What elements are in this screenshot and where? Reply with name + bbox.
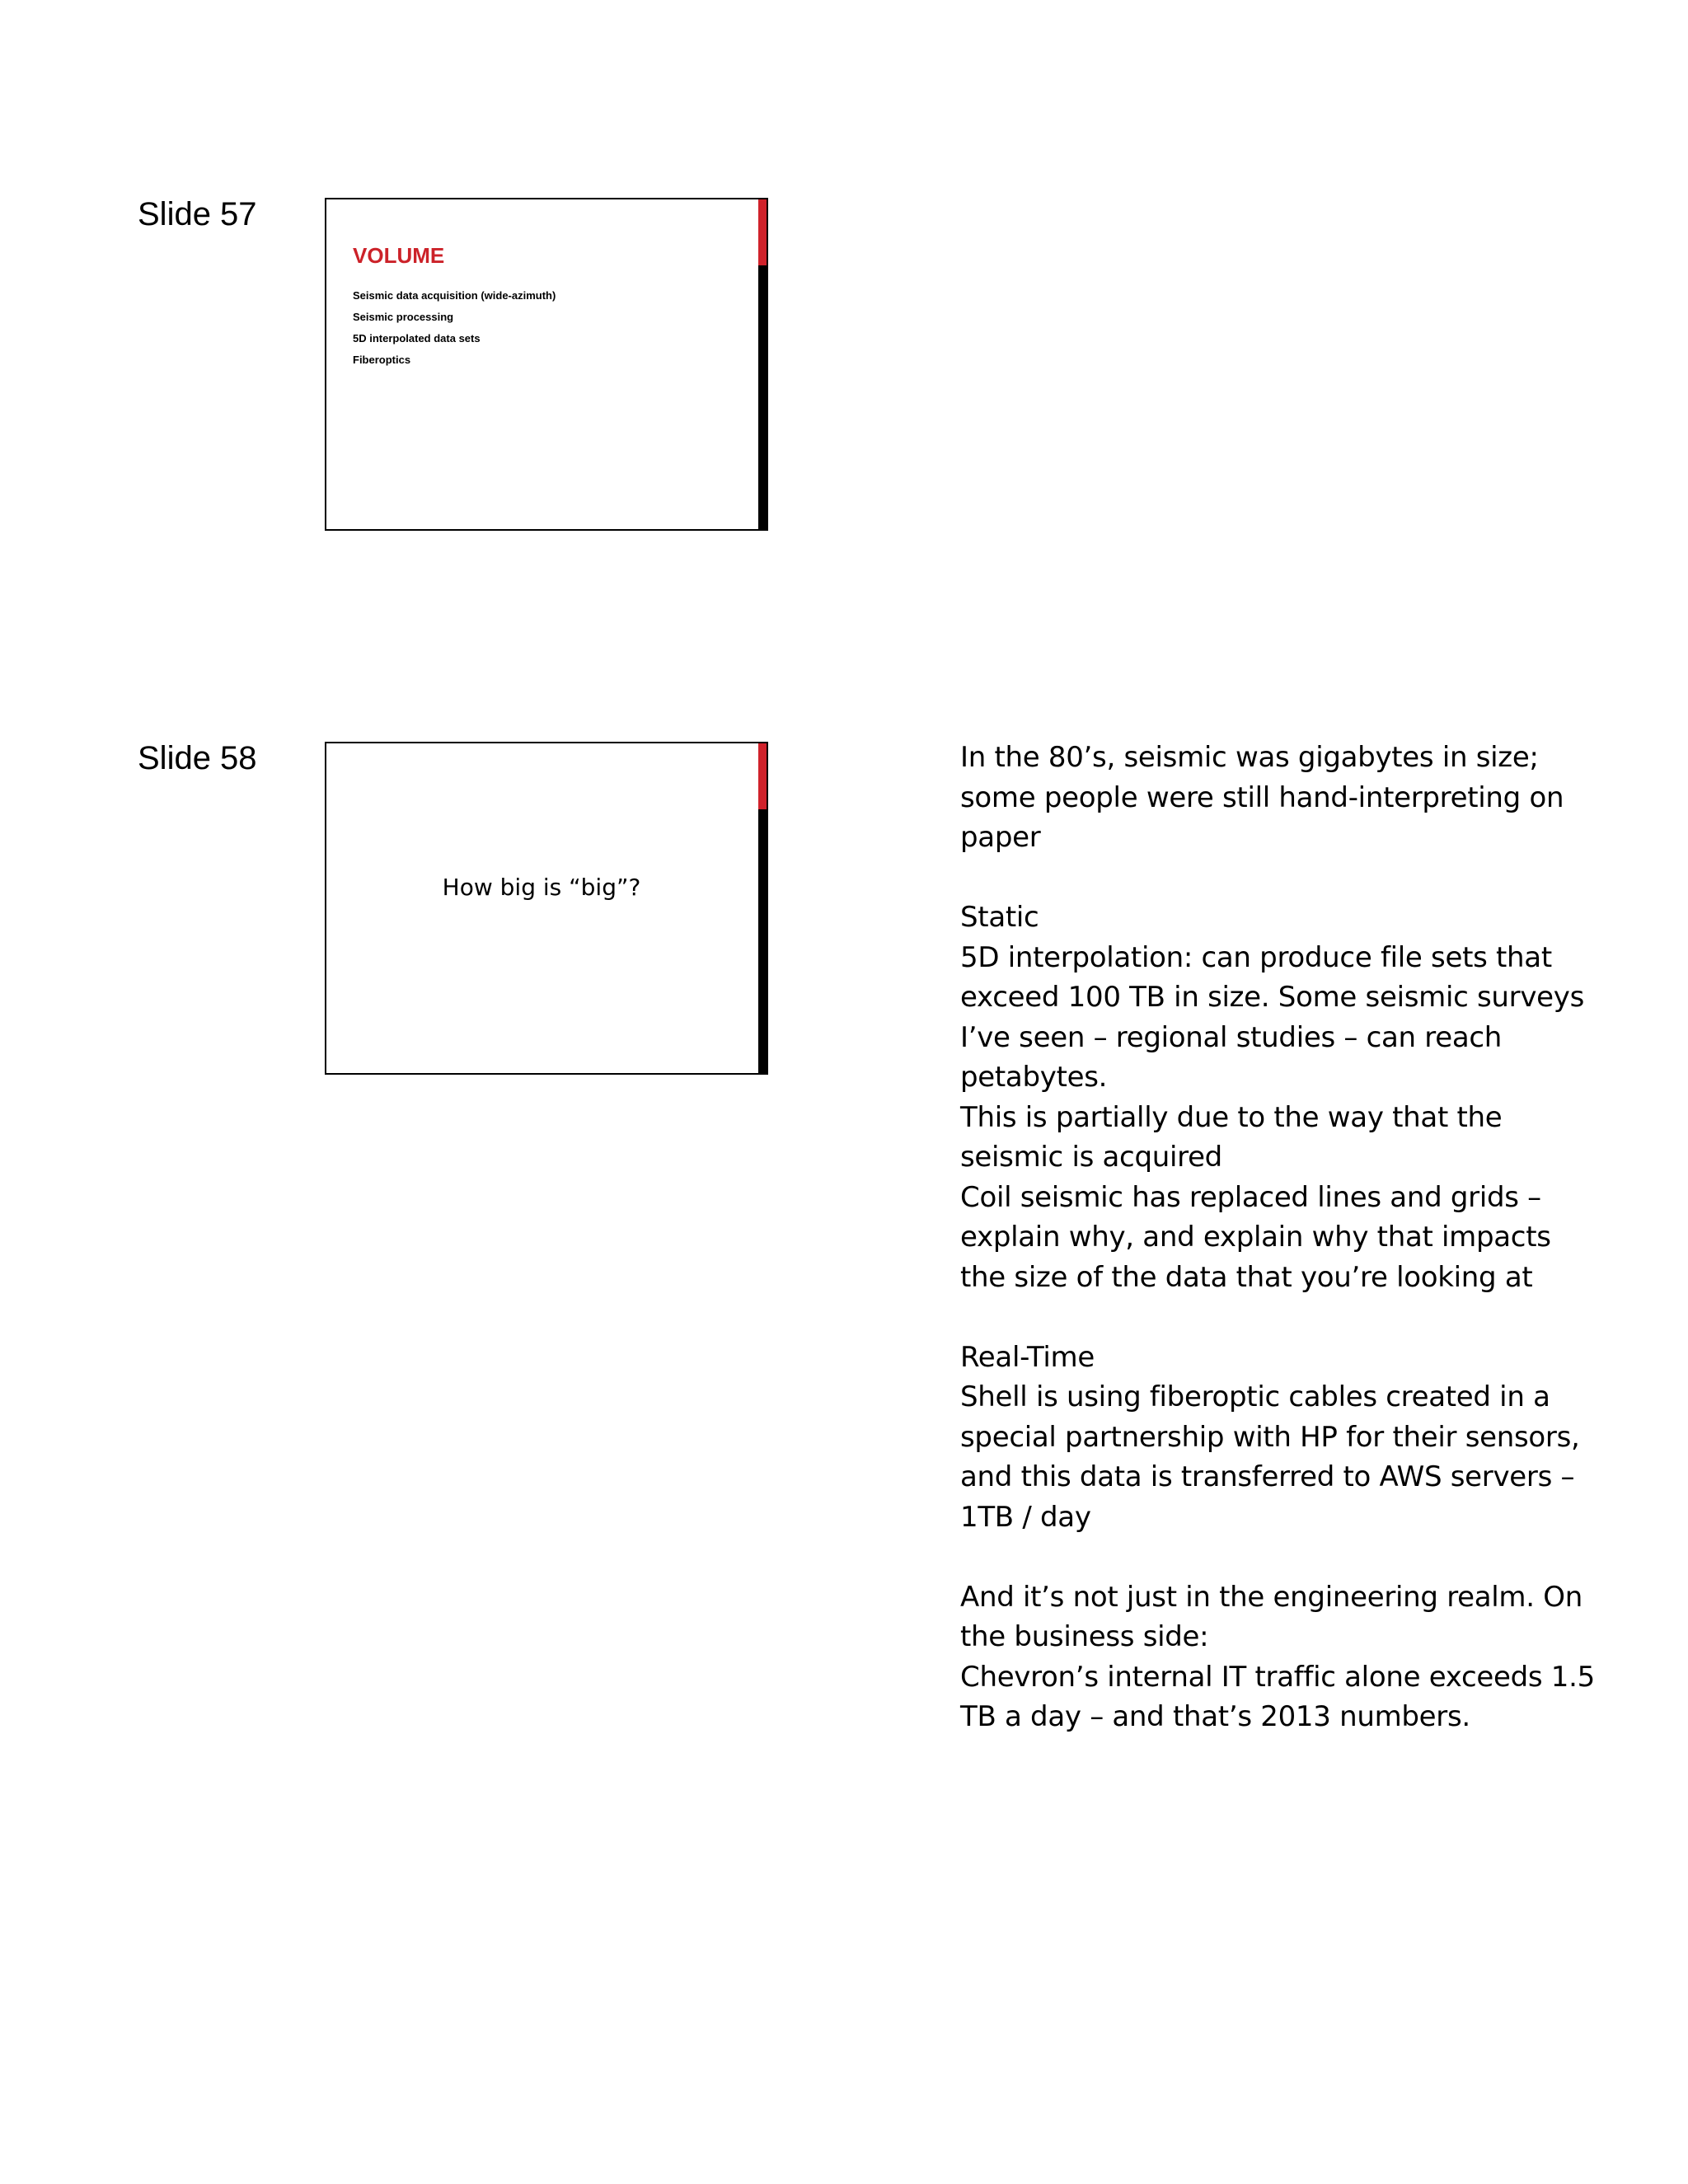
slide-57-bullet-list [353, 285, 556, 371]
notes-line: Real-Time [960, 1340, 1095, 1374]
slide-side-bar-accent [758, 199, 767, 265]
notes-line: This is partially due to the way that the [960, 1100, 1503, 1134]
slide-57-thumbnail[interactable] [325, 198, 768, 531]
notes-line: Shell is using fiberoptic cables created in a [960, 1380, 1550, 1413]
notes-line: and this data is transferred to AWS servers – [960, 1460, 1575, 1493]
notes-paragraph-gap [960, 1537, 1587, 1577]
notes-line: In the 80’s, seismic was gigabytes in size; [960, 741, 1539, 774]
notes-line: paper [960, 821, 1041, 854]
notes-line: seismic is acquired [960, 1141, 1222, 1174]
slide-57-bullet: Seismic data acquisition (wide-azimuth) [353, 289, 556, 302]
notes-paragraph-gap [960, 1297, 1587, 1338]
slide-58-label: Slide 58 [138, 740, 257, 776]
slide-57-bullet: Fiberoptics [353, 354, 411, 366]
notes-line: 5D interpolation: can produce file sets that [960, 940, 1552, 974]
notes-line: And it’s not just in the engineering realm. On [960, 1580, 1582, 1614]
notes-line: some people were still hand-interpreting on [960, 780, 1564, 814]
slide-58-thumbnail[interactable] [325, 742, 768, 1075]
notes-line: the business side: [960, 1620, 1209, 1653]
notes-line: explain why, and explain why that impacts [960, 1221, 1551, 1254]
notes-line: Coil seismic has replaced lines and grids – [960, 1180, 1541, 1214]
notes-line: 1TB / day [960, 1500, 1091, 1534]
slide-57-bullet: Seismic processing [353, 311, 454, 323]
notes-paragraph-gap [960, 858, 1587, 898]
notes-line: exceed 100 TB in size. Some seismic surveys [960, 981, 1585, 1014]
notes-line: Chevron’s internal IT traffic alone exceeds 1.5 [960, 1660, 1595, 1694]
notes-line: petabytes. [960, 1061, 1108, 1094]
slide-57-label: Slide 57 [138, 196, 257, 232]
notes-line: TB a day – and that’s 2013 numbers. [960, 1700, 1470, 1733]
slide-58-center-text: How big is “big”? [442, 874, 641, 901]
notes-line: I’ve seen – regional studies – can reach [960, 1020, 1502, 1054]
slide-side-bar-accent [758, 743, 767, 809]
slide-57-bullet: 5D interpolated data sets [353, 332, 481, 344]
slide-57-title: VOLUME [353, 243, 445, 268]
notes-line: Static [960, 901, 1039, 934]
speaker-notes [960, 738, 1595, 1737]
notes-line: special partnership with HP for their sensors, [960, 1420, 1580, 1454]
notes-line: the size of the data that you’re looking at [960, 1260, 1533, 1294]
